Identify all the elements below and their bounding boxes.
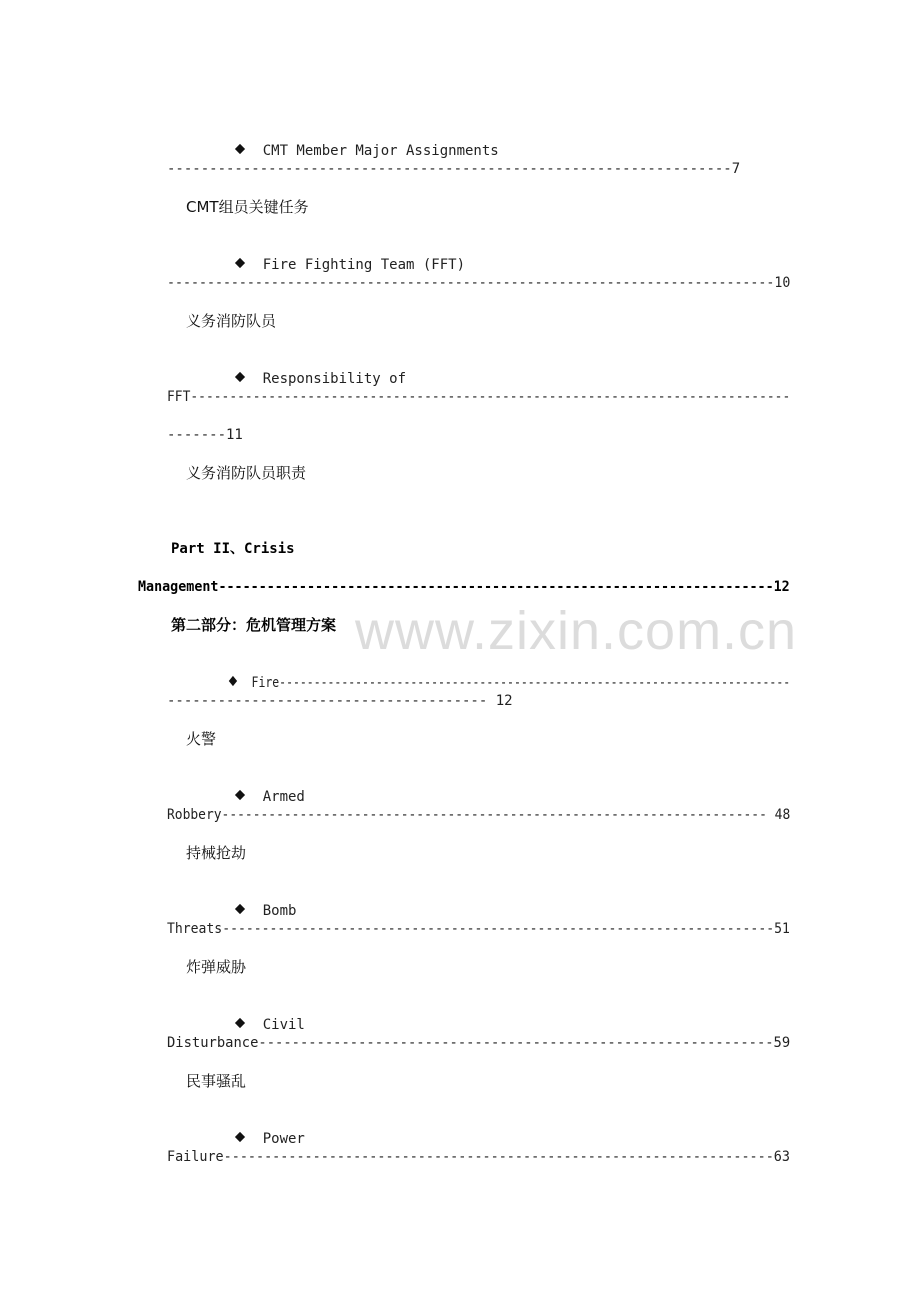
toc-entry-translation: CMT组员关键任务 (186, 198, 309, 216)
toc-entry-text: Fire-------------------------------------------------------------------------- (251, 675, 791, 691)
toc-leader-line: Threats----------------------------------------------------------------------51 (167, 921, 790, 937)
toc-entry-translation: 火警 (186, 730, 217, 748)
toc-entry-text: Armed (262, 789, 305, 805)
toc-entry-text: Fire Fighting Team (FFT) (262, 257, 466, 273)
toc-leader-line: ----------------------------------------------------------------------------10 (167, 275, 791, 291)
toc-leader-line: Failure--------------------------------------------------------------------63 (167, 1149, 790, 1165)
toc-entry-text: Civil (262, 1017, 305, 1033)
toc-entry-translation: 义务消防队员 (186, 312, 277, 330)
toc-entry-text: CMT Member Major Assignments (262, 143, 499, 159)
diamond-bullet-icon (235, 258, 245, 268)
toc-entry-translation: 民事骚乱 (186, 1072, 247, 1090)
toc-entry-text: Responsibility of (262, 371, 407, 387)
diamond-bullet-icon (235, 790, 245, 800)
toc-entry-text: Bomb (262, 903, 297, 919)
diamond-bullet-icon (235, 372, 245, 382)
diamond-bullet-icon (235, 1132, 245, 1142)
diamond-bullet-icon (229, 676, 237, 686)
toc-leader-line: -------------------------------------------------------------------7 (167, 161, 741, 177)
diamond-bullet-icon (235, 1018, 245, 1028)
toc-entry-translation: 义务消防队员职责 (186, 464, 307, 482)
toc-entry-translation: 持械抢劫 (186, 844, 247, 862)
toc-entry-text: Power (262, 1131, 305, 1147)
toc-leader-line: Disturbance--------------------------------------------------------------59 (167, 1035, 791, 1051)
toc-entry-translation: 炸弹威胁 (186, 958, 247, 976)
diamond-bullet-icon (235, 144, 245, 154)
toc-leader-line: -------11 (167, 427, 243, 443)
toc-part-heading-translation: 第二部分：危机管理方案 (171, 616, 337, 634)
toc-part-heading[interactable]: Part II、Crisis (171, 541, 295, 557)
toc-part-leader-line: Management---------------------------------------------------------------------12 (138, 579, 790, 595)
watermark: www.zixin.com.cn (355, 601, 798, 661)
toc-leader-line: FFT----------------------------------------------------------------------------- (167, 389, 791, 405)
toc-leader-line: Robbery---------------------------------------------------------------------- 48 (167, 807, 791, 823)
diamond-bullet-icon (235, 904, 245, 914)
toc-leader-line: -------------------------------------- 12 (167, 693, 513, 709)
